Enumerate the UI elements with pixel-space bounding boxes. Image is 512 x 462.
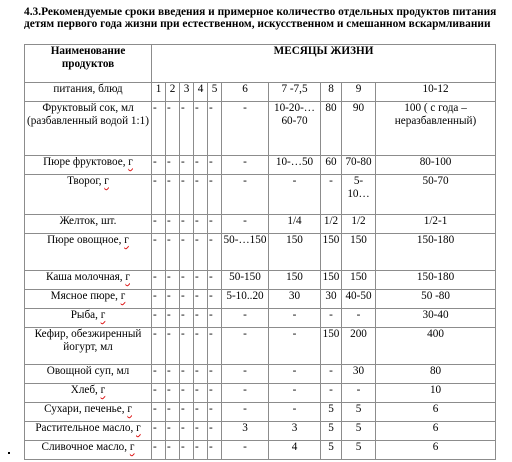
section-heading: 4.3.Рекомендуемые сроки введения и примерное количество отдельных продуктов питания детям первого года жизни при естественном, искусственном и смешанном вскармливании	[24, 6, 497, 31]
table-row	[25, 215, 496, 234]
table-cell: -	[208, 271, 222, 290]
table-cell: 1/2	[342, 215, 376, 234]
table-row	[25, 156, 496, 175]
table-cell: -	[152, 328, 166, 365]
table-cell: -	[194, 422, 208, 441]
table-cell: 5	[342, 403, 376, 422]
product-unit: г	[125, 271, 130, 283]
table-cell: -	[269, 365, 321, 384]
table-cell: -	[269, 328, 321, 365]
table-cell: -	[208, 102, 222, 156]
table-cell: -	[180, 234, 194, 271]
product-name-text: Пюре фруктовое,	[43, 156, 129, 168]
table-cell: -	[194, 384, 208, 403]
table-row	[25, 384, 496, 403]
table-cell: -	[180, 215, 194, 234]
col-header-months: МЕСЯЦЫ ЖИЗНИ	[152, 45, 496, 83]
table-row	[25, 328, 496, 365]
table-cell: 50 -80	[376, 290, 496, 309]
table-cell: 150-180	[376, 271, 496, 290]
product-unit: г	[129, 441, 135, 453]
month-header: 2	[166, 83, 180, 102]
table-cell: -	[152, 102, 166, 156]
feeding-table	[24, 44, 496, 460]
table-cell: -	[166, 175, 180, 215]
table-cell: 5	[342, 422, 376, 441]
table-cell: -	[222, 102, 269, 156]
product-name	[25, 309, 152, 328]
table-cell: -	[152, 441, 166, 460]
table-cell: -	[152, 271, 166, 290]
table-cell: -	[194, 156, 208, 175]
table-row	[25, 271, 496, 290]
table-cell: 5	[321, 403, 342, 422]
table-cell: -	[342, 309, 376, 328]
month-header: 10-12	[376, 83, 496, 102]
table-cell: -	[194, 234, 208, 271]
table-row	[25, 403, 496, 422]
table-cell: 6	[376, 422, 496, 441]
table-cell: -	[166, 403, 180, 422]
table-cell: -	[194, 215, 208, 234]
table-cell: -	[166, 271, 180, 290]
table-cell: -	[321, 365, 342, 384]
table-cell: 1/2	[321, 215, 342, 234]
table-cell: 150	[321, 234, 342, 271]
table-cell: 50-70	[376, 175, 496, 215]
table-cell: -	[222, 365, 269, 384]
table-cell: -	[222, 403, 269, 422]
table-cell: 5-10..20	[222, 290, 269, 309]
table-cell: -	[152, 403, 166, 422]
table-cell: -	[222, 215, 269, 234]
table-body	[25, 45, 496, 460]
table-cell: -	[152, 156, 166, 175]
table-cell: 30-40	[376, 309, 496, 328]
product-unit: г	[128, 156, 133, 168]
table-cell: 5	[321, 441, 342, 460]
table-cell: -	[208, 175, 222, 215]
table-cell: -	[166, 234, 180, 271]
table-cell: -	[166, 441, 180, 460]
table-cell: -	[180, 403, 194, 422]
table-cell: -	[180, 365, 194, 384]
product-name-text: Творог,	[67, 175, 105, 187]
table-cell: 1/2-1	[376, 215, 496, 234]
product-name	[25, 403, 152, 422]
table-cell: 150	[269, 271, 321, 290]
header-row-1	[25, 45, 496, 83]
table-cell: -	[222, 441, 269, 460]
table-cell: 3	[222, 422, 269, 441]
table-cell: -	[194, 441, 208, 460]
table-cell: -	[222, 156, 269, 175]
table-cell: 60	[321, 156, 342, 175]
table-cell: 10-20-…60-70	[269, 102, 321, 156]
product-name	[25, 328, 152, 365]
table-cell: 80-100	[376, 156, 496, 175]
table-cell: -	[321, 175, 342, 215]
product-unit: г	[104, 175, 109, 187]
table-cell: -	[166, 309, 180, 328]
table-cell: -	[152, 384, 166, 403]
table-cell: -	[152, 215, 166, 234]
table-cell: -	[194, 102, 208, 156]
product-name	[25, 102, 152, 156]
product-name-text: Фруктовый сок, мл (разбавленный водой 1:1)	[27, 102, 149, 127]
table-cell: 400	[376, 328, 496, 365]
product-name-text: Овощной суп, мл	[46, 365, 130, 377]
product-name	[25, 441, 152, 460]
table-cell: -	[208, 234, 222, 271]
product-unit: г	[127, 403, 132, 415]
table-cell: -	[194, 403, 208, 422]
product-name-text: Мясное пюре,	[50, 290, 121, 302]
table-cell: -	[166, 290, 180, 309]
table-cell: -	[222, 175, 269, 215]
col-header-name: Наименование продуктов	[25, 45, 152, 83]
table-cell: 150	[321, 328, 342, 365]
product-name	[25, 365, 152, 384]
table-row	[25, 365, 496, 384]
table-row	[25, 102, 496, 156]
table-cell: 1/4	[269, 215, 321, 234]
table-cell: -	[194, 309, 208, 328]
product-unit: г	[100, 309, 106, 321]
table-cell: 150	[342, 271, 376, 290]
product-name-text: Сливочное масло,	[41, 441, 130, 453]
table-cell: -	[180, 441, 194, 460]
product-name	[25, 156, 152, 175]
product-name-text: Хлеб,	[70, 384, 101, 396]
table-cell: -	[208, 365, 222, 384]
table-cell: -	[166, 102, 180, 156]
table-cell: -	[269, 309, 321, 328]
table-cell: -	[208, 290, 222, 309]
table-cell: -	[321, 309, 342, 328]
product-name	[25, 422, 152, 441]
table-cell: 5	[321, 422, 342, 441]
table-cell: -	[166, 384, 180, 403]
table-cell: 70-80	[342, 156, 376, 175]
table-row	[25, 234, 496, 271]
table-cell: -	[166, 215, 180, 234]
product-name	[25, 271, 152, 290]
table-cell: 80	[376, 365, 496, 384]
table-cell: -	[194, 175, 208, 215]
col-header-name-cont: питания, блюд	[25, 83, 152, 102]
product-name-text: Сухари, печенье,	[44, 403, 128, 415]
table-cell: -	[166, 328, 180, 365]
table-cell: -	[222, 328, 269, 365]
table-cell: 150	[321, 271, 342, 290]
product-unit: г	[100, 384, 106, 396]
product-name-text: Каша молочная,	[46, 271, 126, 283]
table-cell: -	[180, 175, 194, 215]
table-cell: -	[342, 384, 376, 403]
header-row-2	[25, 83, 496, 102]
product-name-text: Желток, шт.	[59, 215, 117, 227]
table-cell: -	[208, 422, 222, 441]
table-cell: -	[152, 175, 166, 215]
table-cell: -	[222, 309, 269, 328]
month-header: 8	[321, 83, 342, 102]
table-cell: -	[152, 234, 166, 271]
table-cell: -	[180, 422, 194, 441]
table-cell: 80	[321, 102, 342, 156]
month-header: 6	[222, 83, 269, 102]
product-name	[25, 384, 152, 403]
product-name-text: Кефир, обезжиренный йогурт, мл	[34, 328, 142, 353]
table-cell: -	[180, 271, 194, 290]
table-cell: -	[321, 384, 342, 403]
table-cell: 30	[342, 365, 376, 384]
product-name	[25, 234, 152, 271]
stray-dot	[8, 452, 10, 454]
table-row	[25, 309, 496, 328]
table-cell: -	[166, 156, 180, 175]
table-cell: 150-180	[376, 234, 496, 271]
table-cell: -	[208, 403, 222, 422]
table-cell: 90	[342, 102, 376, 156]
table-cell: -	[180, 290, 194, 309]
table-cell: -	[222, 384, 269, 403]
table-cell: -	[180, 328, 194, 365]
table-cell: 50-…150	[222, 234, 269, 271]
table-cell: -	[269, 175, 321, 215]
product-name	[25, 175, 152, 215]
table-row	[25, 290, 496, 309]
table-cell: 150	[269, 234, 321, 271]
table-cell: -	[166, 422, 180, 441]
product-name-text: Растительное масло,	[35, 422, 137, 434]
product-unit: г	[120, 290, 126, 302]
table-cell: 100 ( с года – неразбавленный)	[376, 102, 496, 156]
table-cell: -	[180, 102, 194, 156]
table-cell: -	[180, 309, 194, 328]
table-cell: 30	[321, 290, 342, 309]
product-name-text: Рыба,	[70, 309, 101, 321]
table-cell: 5-10…	[342, 175, 376, 215]
table-cell: 30	[269, 290, 321, 309]
table-row	[25, 175, 496, 215]
table-cell: -	[208, 156, 222, 175]
table-cell: -	[152, 365, 166, 384]
table-cell: -	[194, 271, 208, 290]
month-header: 3	[180, 83, 194, 102]
product-name	[25, 215, 152, 234]
product-unit: г	[136, 422, 141, 434]
table-cell: -	[180, 384, 194, 403]
table-row	[25, 441, 496, 460]
table-cell: -	[152, 309, 166, 328]
table-cell: 3	[269, 422, 321, 441]
table-cell: 40-50	[342, 290, 376, 309]
table-cell: 10-…50	[269, 156, 321, 175]
table-cell: 6	[376, 441, 496, 460]
month-header: 4	[194, 83, 208, 102]
table-cell: -	[152, 422, 166, 441]
table-cell: 50-150	[222, 271, 269, 290]
table-cell: -	[208, 441, 222, 460]
table-cell: 200	[342, 328, 376, 365]
month-header: 5	[208, 83, 222, 102]
table-cell: -	[166, 365, 180, 384]
month-header: 9	[342, 83, 376, 102]
product-name	[25, 290, 152, 309]
table-cell: -	[180, 156, 194, 175]
table-cell: -	[152, 290, 166, 309]
month-header: 1	[152, 83, 166, 102]
table-cell: -	[194, 328, 208, 365]
table-cell: -	[194, 290, 208, 309]
product-name-text: Пюре овощное,	[47, 234, 125, 246]
table-cell: -	[208, 215, 222, 234]
table-cell: 10	[376, 384, 496, 403]
table-row	[25, 422, 496, 441]
table-cell: -	[208, 309, 222, 328]
table-cell: -	[269, 403, 321, 422]
table-cell: 150	[342, 234, 376, 271]
month-header: 7 -7,5	[269, 83, 321, 102]
table-cell: -	[194, 365, 208, 384]
product-unit: г	[124, 234, 129, 246]
table-cell: -	[269, 384, 321, 403]
table-cell: 5	[342, 441, 376, 460]
table-cell: 6	[376, 403, 496, 422]
table-cell: -	[208, 384, 222, 403]
table-cell: -	[208, 328, 222, 365]
table-cell: 4	[269, 441, 321, 460]
